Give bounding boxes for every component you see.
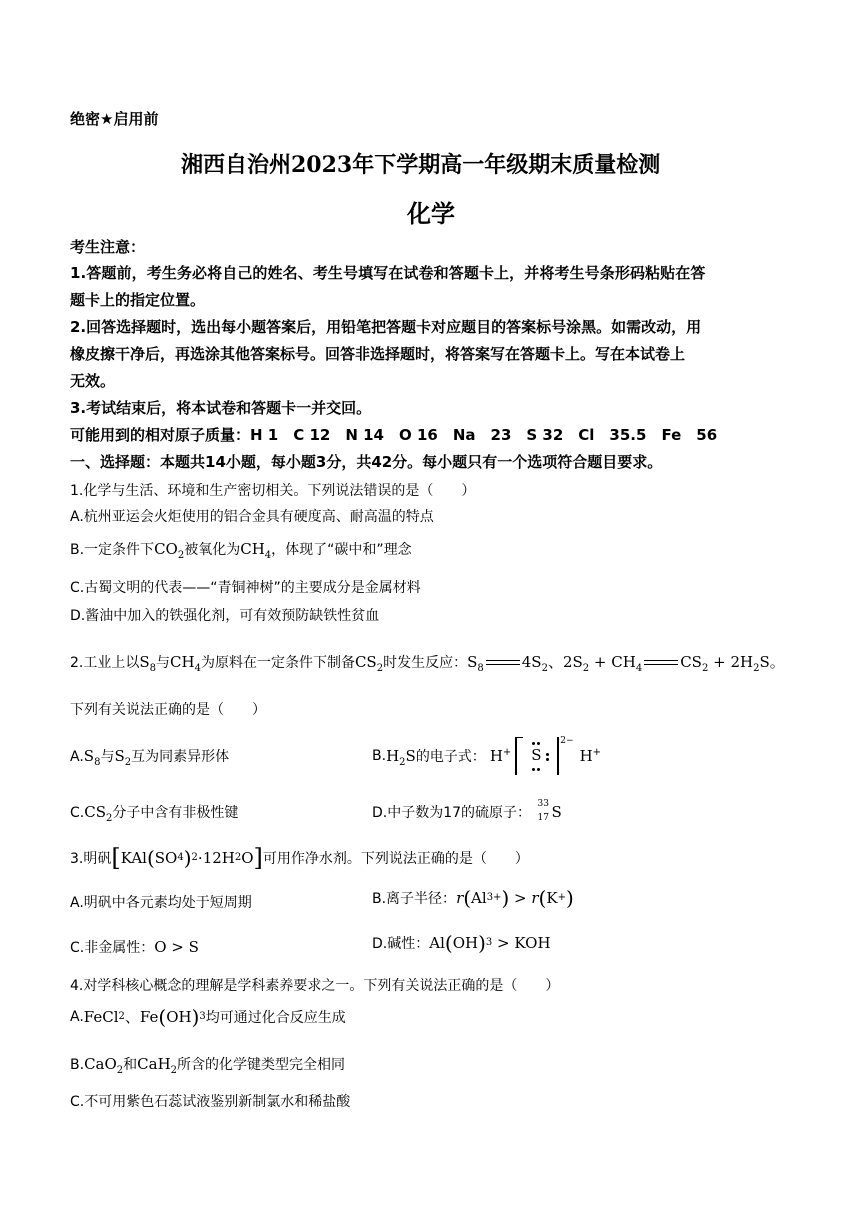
formula-co2: $CO_2$ [154, 540, 185, 561]
q3-stem [70, 846, 529, 870]
q2-c-post: 分子中含有非极性键 [112, 805, 239, 821]
formula-s8-a: $S_8$ [83, 747, 101, 768]
sulfur-symbol: S [531, 746, 542, 764]
q3-stem-post: 可用作净水剂。下列说法正确的是（ ） [262, 851, 529, 867]
electron-dot [546, 758, 549, 761]
formula-ch4: $CH_4$ [240, 540, 272, 561]
q4-option-c: C.不可用紫色石蕊试液鉴别新制氯水和稀盐酸 [70, 1094, 351, 1110]
q4-b-post: 所含的化学键类型完全相同 [177, 1057, 346, 1073]
q4-option-b [70, 1054, 345, 1074]
q3-d-pre: D.碱性： [372, 936, 430, 952]
electron-dot [532, 768, 535, 771]
atomic-masses-label: 可能用到的相对原子质量： [70, 426, 251, 444]
exam-title: 湘西自治州2023年下学期高一年级期末质量检测 [181, 152, 661, 178]
q2-stem-pre: 2.工业上以 [70, 655, 140, 671]
q2-b-post: 的电子式： [415, 749, 486, 765]
q2-stem-mid1: 与 [156, 655, 171, 671]
electron-dot-bracket [515, 737, 559, 775]
q3-option-a: A.明矾中各元素均处于短周期 [70, 895, 252, 911]
subject-title: 化学 [407, 199, 455, 228]
q2-stem-line-2: 下列有关说法正确的是（ ） [70, 702, 266, 718]
q1-option-c: C.古蜀文明的代表——“青铜神树”的主要成分是金属材料 [70, 580, 421, 596]
q2-c-pre: C. [70, 805, 85, 821]
q2-b-pre: B. [372, 748, 387, 764]
q3-option-b [372, 888, 574, 908]
q2-a-mid: 与 [100, 749, 115, 765]
atomic-masses-values: H 1 C 12 N 14 O 16 Na 23 S 32 Cl 35.5 Fe 56 [250, 426, 718, 444]
q2-a-post: 互为同素异形体 [131, 749, 230, 765]
atomic-number: 17 [537, 813, 549, 823]
note-1-line-1: 1.答题前，考生务必将自己的姓名、考生号填写在试卷和答题卡上，并将考生号条形码粘贴在答 [70, 264, 706, 282]
electron-formula: H+ [489, 747, 512, 765]
charge-2minus: 2− [560, 736, 574, 746]
q4-b-mid: 和 [123, 1057, 138, 1073]
note-2-line-3: 无效。 [70, 372, 116, 390]
formula-aloh3: Al ( OH ) 3 [429, 931, 493, 955]
mass-number: 33 [537, 799, 549, 809]
electron-dot [537, 768, 540, 771]
q3-option-c [70, 937, 199, 957]
electron-dot [532, 742, 535, 745]
q1-option-a: A.杭州亚运会火炬使用的铝合金具有硬度高、耐高温的特点 [70, 509, 434, 525]
q4-option-a [70, 1006, 346, 1027]
q3-option-d [372, 933, 551, 953]
q4-stem: 4.对学科核心概念的理解是学科素养要求之一。下列有关说法正确的是（ ） [70, 978, 560, 994]
formula-h2s: $H_2S$ [386, 747, 416, 768]
formula-s8: $S_8$ [139, 653, 157, 674]
q2-option-a [70, 746, 229, 766]
electron-dot [546, 753, 549, 756]
formula-cao2: CaO$_2$ [84, 1055, 124, 1076]
q2-option-c [70, 802, 238, 822]
q1-stem: 1.化学与生活、环境和生产密切相关。下列说法错误的是（ ） [70, 483, 476, 499]
note-2-line-1: 2.回答选择题时，选出每小题答案后，用铅笔把答题卡对应题目的答案标号涂黑。如需改动，用 [70, 318, 702, 336]
formula-cah2: CaH$_2$ [137, 1055, 178, 1076]
formula-fecl2-feoh3: FeCl 2 、Fe ( OH ) 3 [83, 1004, 206, 1029]
nuclide-numbers [536, 799, 552, 823]
q4-a-pre: A. [70, 1008, 84, 1025]
formula-alum: [ KAl ( SO 4 ) 2 ·12H 2 O ] [111, 844, 263, 872]
q3-b-pre: B.离子半径： [372, 891, 457, 907]
q2-option-d [372, 799, 562, 823]
formula-cs2: $CS_2$ [354, 653, 384, 674]
sulfur-nuclide-symbol: S [551, 803, 562, 821]
reaction-equations: $S_8$ $4S_2$、$2S_2 + CH_4$ $CS_2 + 2H_2S$。 [467, 653, 785, 674]
section-heading: 一、选择题：本题共14小题，每小题3分，共42分。每小题只有一个选项符合题目要求。 [70, 453, 663, 471]
note-2-line-2: 橡皮擦干净后，再选涂其他答案标号。回答非选择题时，将答案写在答题卡上。写在本试卷上 [70, 345, 686, 363]
q2-stem-line-1 [70, 651, 785, 672]
nonmetal-expression: O > S [154, 938, 199, 956]
q4-a-post: 均可通过化合反应生成 [205, 1009, 346, 1026]
notes-heading: 考生注意： [70, 238, 146, 256]
formula-cs2-c: $CS_2$ [84, 803, 113, 824]
bracket-left: [ [111, 844, 121, 872]
q3-stem-pre: 3.明矾 [70, 851, 112, 867]
q1-b-post: ，体现了“碳中和”理念 [271, 542, 412, 558]
note-3: 3.考试结束后，将本试卷和答题卡一并交回。 [70, 399, 372, 417]
q2-stem-mid2: 为原料在一定条件下制备 [200, 655, 355, 671]
electron-dot [537, 742, 540, 745]
bracket-right: ] [253, 844, 263, 872]
hydrogen-ion: H+ [579, 747, 602, 765]
formula-s2-a: $S_2$ [114, 747, 132, 768]
q2-stem-mid3: 时发生反应： [383, 655, 468, 671]
q4-b-pre: B. [70, 1057, 85, 1073]
q1-option-b [70, 539, 412, 559]
q2-a-pre: A. [70, 749, 84, 765]
q3-c-pre: C.非金属性： [70, 940, 155, 956]
q1-option-d: D.酱油中加入的铁强化剂，可有效预防缺铁性贫血 [70, 608, 380, 624]
q2-option-b [372, 732, 601, 780]
q1-b-mid: 被氧化为 [184, 542, 241, 558]
formula-ch4-q2: $CH_4$ [170, 653, 201, 674]
ion-radius-expression: r ( Al 3+ ) > r ( K + ) [456, 886, 574, 910]
q2-d-pre: D.中子数为17的硫原子： [372, 805, 532, 821]
atomic-masses [70, 424, 717, 445]
note-1-line-2: 题卡上的指定位置。 [70, 291, 206, 309]
secret-label: 绝密★启用前 [70, 110, 159, 128]
q1-b-pre: B.一定条件下 [70, 542, 155, 558]
basicity-compare: > KOH [497, 934, 551, 952]
